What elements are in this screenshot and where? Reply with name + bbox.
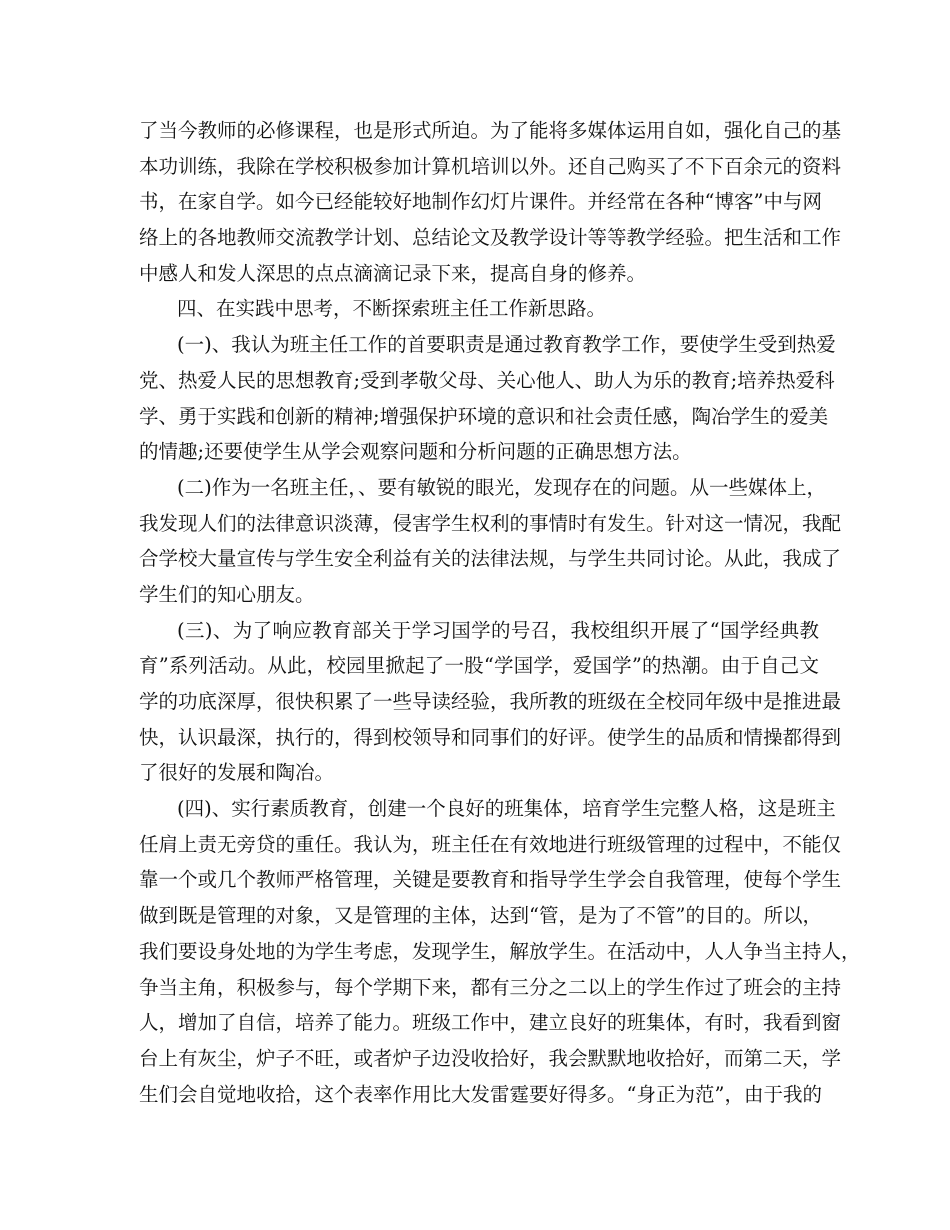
text-line-content: (三)、为了响应教育部关于学习国学的号召，我校组织开展了“国学经典教 bbox=[177, 618, 819, 642]
text-line bbox=[139, 827, 842, 863]
text-line bbox=[139, 970, 842, 1006]
text-line-content: 络上的各地教师交流教学计划、总结论文及教学设计等等教学经验。把生活和工作 bbox=[139, 226, 842, 250]
text-line bbox=[139, 577, 819, 613]
text-line bbox=[139, 613, 819, 649]
text-line-content: 靠一个或几个教师严格管理，关键是要教育和指导学生学会自我管理，使每个学生 bbox=[139, 868, 842, 892]
text-line-content: 合学校大量宣传与学生安全利益有关的法律法规，与学生共同讨论。从此，我成了 bbox=[139, 547, 842, 571]
text-line bbox=[139, 184, 822, 220]
text-line bbox=[139, 720, 842, 756]
text-line bbox=[139, 1077, 822, 1113]
text-line bbox=[139, 934, 861, 970]
text-line bbox=[139, 862, 842, 898]
text-line bbox=[139, 256, 819, 292]
text-line-content: 育”系列活动。从此，校园里掀起了一股“学国学，爱国学”的热潮。由于自己文 bbox=[139, 654, 819, 678]
text-line-content: 我发现人们的法律意识淡薄，侵害学生权利的事情时有发生。针对这一情况，我配 bbox=[139, 511, 842, 535]
text-line-content: (四)、实行素质教育，创建一个良好的班集体，培育学生完整人格，这是班主 bbox=[177, 797, 836, 821]
text-line bbox=[139, 149, 842, 185]
text-line-content: 的情趣;还要使学生从学会观察问题和分析问题的正确思想方法。 bbox=[139, 440, 692, 464]
text-line-content: 人，增加了自信，培养了能力。班级工作中，建立良好的班集体，有时，我看到窗 bbox=[139, 1011, 842, 1035]
text-line bbox=[139, 291, 819, 327]
text-line-content: 我们要设身处地的为学生考虑，发现学生，解放学生。在活动中，人人争当主持人， bbox=[139, 939, 861, 963]
text-line-content: 党、热爱人民的思想教育;受到孝敬父母、关心他人、助人为乐的教育;培养热爱科 bbox=[139, 368, 835, 392]
text-line bbox=[139, 791, 836, 827]
text-line bbox=[139, 684, 842, 720]
text-line bbox=[139, 541, 842, 577]
text-line-content: 了很好的发展和陶冶。 bbox=[139, 761, 335, 785]
text-line-content: 学生们的知心朋友。 bbox=[139, 582, 315, 606]
document-body bbox=[139, 113, 861, 1112]
text-line bbox=[139, 434, 819, 470]
text-line-content: 任肩上责无旁贷的重任。我认为，班主任在有效地进行班级管理的过程中，不能仅 bbox=[139, 832, 842, 856]
text-line-content: 做到既是管理的对象，又是管理的主体，达到“管，是为了不管”的目的。所以， bbox=[139, 904, 822, 928]
text-line bbox=[139, 1041, 842, 1077]
text-line-content: 快，认识最深，执行的，得到校领导和同事们的好评。使学生的品质和情操都得到 bbox=[139, 725, 842, 749]
text-line-content: 书，在家自学。如今已经能较好地制作幻灯片课件。并经常在各种“博客”中与网 bbox=[139, 190, 822, 214]
text-line-content: (二)作为一名班主任，、要有敏锐的眼光，发现存在的问题。从一些媒体上， bbox=[177, 475, 826, 499]
text-line bbox=[139, 470, 826, 506]
text-line bbox=[139, 648, 819, 684]
text-line-content: 四、在实践中思考，不断探索班主任工作新思路。 bbox=[177, 297, 607, 321]
text-line-content: 了当今教师的必修课程，也是形式所迫。为了能将多媒体运用自如，强化自己的基 bbox=[139, 119, 842, 142]
text-line bbox=[139, 898, 822, 934]
text-line-content: 生们会自觉地收拾，这个表率作用比大发雷霆要好得多。“身正为范”，由于我的 bbox=[139, 1082, 822, 1106]
text-line bbox=[139, 363, 835, 399]
text-line bbox=[139, 220, 842, 256]
text-line-content: 学的功底深厚，很快积累了一些导读经验，我所教的班级在全校同年级中是推进最 bbox=[139, 690, 842, 713]
text-line bbox=[139, 506, 842, 542]
text-line-content: 台上有灰尘，炉子不旺，或者炉子边没收拾好，我会默默地收拾好，而第二天，学 bbox=[139, 1046, 842, 1070]
text-line-content: (一)、我认为班主任工作的首要职责是通过教育教学工作，要使学生受到热爱 bbox=[177, 333, 836, 357]
text-line bbox=[139, 113, 842, 149]
text-line bbox=[139, 755, 819, 791]
text-line-content: 争当主角，积极参与，每个学期下来，都有三分之二以上的学生作过了班会的主持 bbox=[139, 975, 842, 999]
text-line-content: 本功训练，我除在学校积极参加计算机培训以外。还自己购买了不下百余元的资料 bbox=[139, 154, 842, 178]
text-line bbox=[139, 1005, 842, 1041]
text-line bbox=[139, 327, 836, 363]
text-line-content: 学、勇于实践和创新的精神;增强保护环境的意识和社会责任感，陶冶学生的爱美 bbox=[139, 404, 829, 428]
text-line-content: 中感人和发人深思的点点滴滴记录下来，提高自身的修养。 bbox=[139, 261, 647, 285]
text-line bbox=[139, 399, 829, 435]
